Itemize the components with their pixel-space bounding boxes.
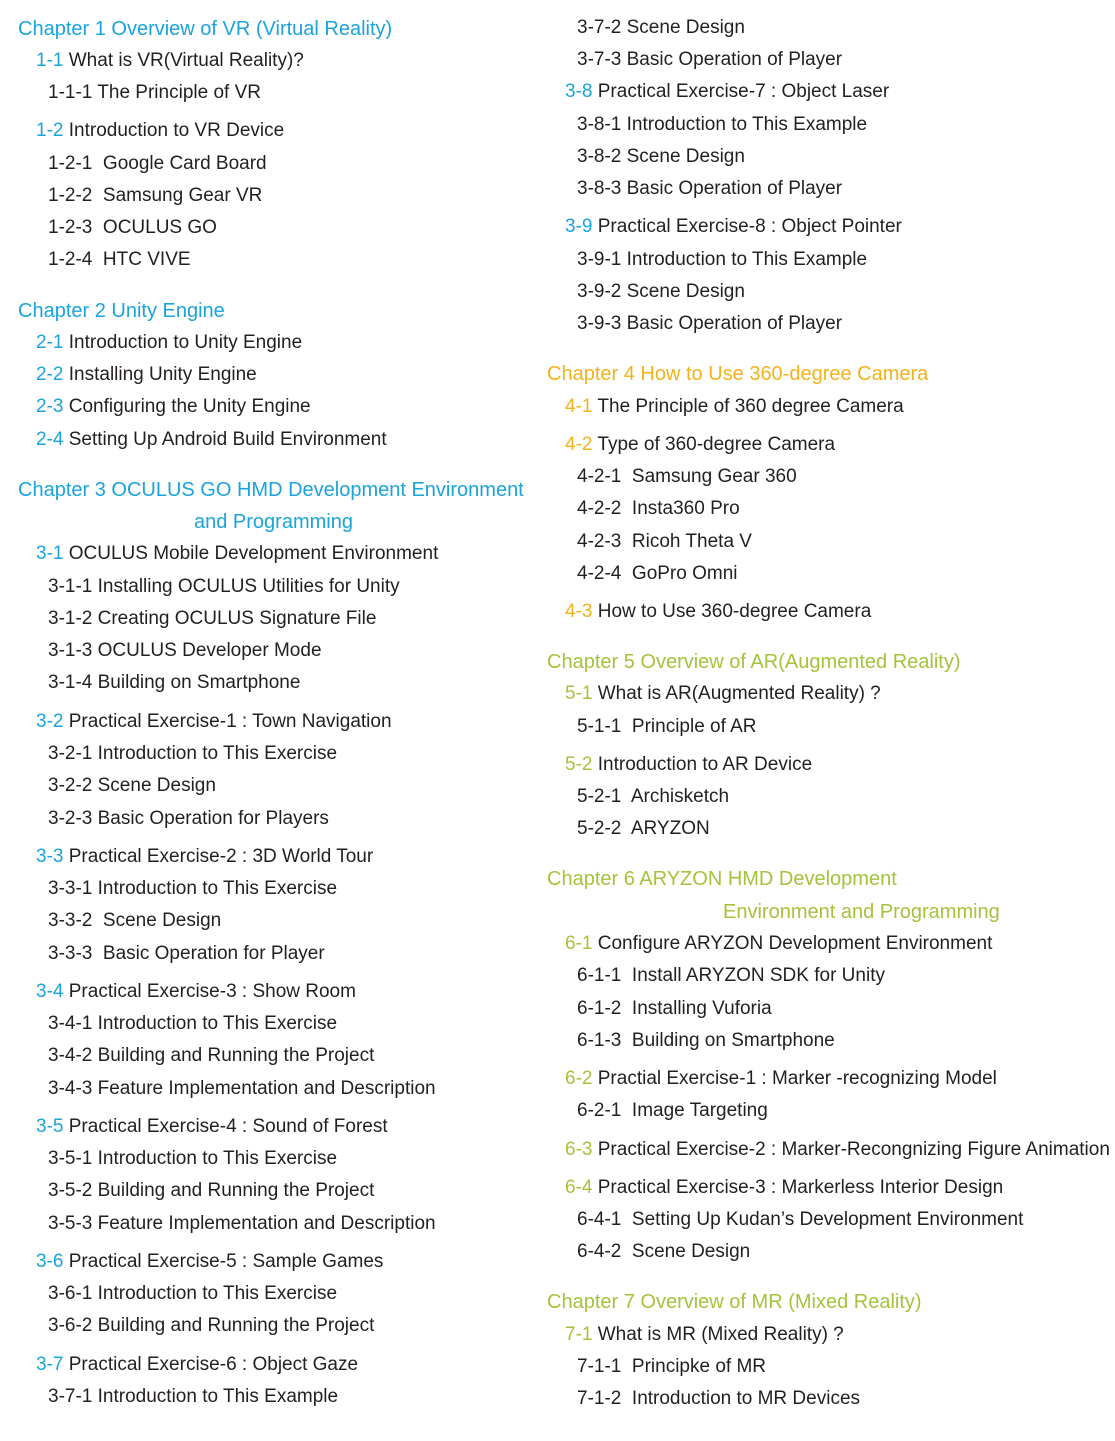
section-title: Practical Exercise-2 : 3D World Tour [63,846,374,867]
subsection-entry: 3-2-3 Basic Operation for Players [48,808,329,829]
section-number: 3-7 [36,1354,64,1375]
section-entry [565,1138,1110,1162]
section-entry [36,1353,358,1377]
subsection-entry: 7-1-2 Introduction to MR Devices [577,1388,861,1409]
section-number: 3-9 [565,216,593,237]
chapter-heading: Chapter 5 Overview of AR(Augmented Reality) [547,651,961,673]
section-title: Practical Exercise-3 : Markerless Interior Design [592,1177,1004,1198]
section-number: 2-2 [36,364,64,385]
subsection-entry: 6-4-2 Scene Design [577,1241,751,1262]
section-title: What is AR(Augmented Reality) ? [592,683,881,704]
subsection-entry: 3-8-3 Basic Operation of Player [577,178,843,199]
subsection-entry: 4-2-4 GoPro Omni [577,563,738,584]
subsection-entry: 3-4-2 Building and Running the Project [48,1045,375,1066]
section-entry [36,119,284,143]
subsection-entry: 3-7-1 Introduction to This Example [48,1386,339,1407]
section-number: 2-1 [36,332,64,353]
subsection-entry: 3-2-2 Scene Design [48,775,216,796]
section-number: 5-1 [565,683,593,704]
section-number: 1-2 [36,120,64,141]
section-number: 6-4 [565,1177,593,1198]
section-entry [36,428,387,452]
subsection-entry: 6-1-2 Installing Vuforia [577,998,772,1019]
chapter-heading: Chapter 3 OCULUS GO HMD Development Environment [18,479,524,501]
section-title: Practical Exercise-1 : Town Navigation [63,711,392,732]
section-entry [36,980,356,1004]
section-number: 4-2 [565,434,593,455]
section-entry [565,600,871,624]
section-title: What is VR(Virtual Reality)? [63,50,304,71]
subsection-entry: 3-1-4 Building on Smartphone [48,672,301,693]
section-title: Installing Unity Engine [63,364,257,385]
subsection-entry: 3-9-2 Scene Design [577,281,745,302]
section-entry [565,215,902,239]
section-title: Practical Exercise-8 : Object Pointer [592,216,902,237]
section-entry [565,1067,997,1091]
section-number: 3-3 [36,846,64,867]
subsection-entry: 1-2-4 HTC VIVE [48,249,191,270]
subsection-entry: 3-2-1 Introduction to This Exercise [48,743,338,764]
subsection-entry: 3-3-2 Scene Design [48,910,222,931]
section-entry [36,542,438,566]
section-entry [565,395,904,419]
subsection-entry: 3-4-3 Feature Implementation and Description [48,1078,436,1099]
subsection-entry: 3-3-1 Introduction to This Exercise [48,878,338,899]
section-entry [36,710,392,734]
section-number: 3-2 [36,711,64,732]
section-number: 6-1 [565,933,593,954]
chapter-heading-continued: Environment and Programming [723,901,1000,923]
subsection-entry: 3-7-3 Basic Operation of Player [577,49,843,70]
section-number: 5-2 [565,754,593,775]
section-title: Practical Exercise-2 : Marker-Recongnizing Figure Animation [592,1139,1110,1160]
subsection-entry: 6-1-1 Install ARYZON SDK for Unity [577,965,885,986]
section-entry [565,682,881,706]
subsection-entry: 3-3-3 Basic Operation for Player [48,943,325,964]
section-title: The Principle of 360 degree Camera [592,396,904,417]
section-number: 3-8 [565,81,593,102]
section-number: 2-4 [36,429,64,450]
subsection-entry: 4-2-3 Ricoh Theta V [577,531,752,552]
section-number: 2-3 [36,396,64,417]
chapter-heading-continued: and Programming [194,511,353,533]
subsection-entry: 1-1-1 The Principle of VR [48,82,261,103]
subsection-entry: 3-9-1 Introduction to This Example [577,249,868,270]
section-number: 3-4 [36,981,64,1002]
section-entry [36,845,373,869]
section-number: 4-1 [565,396,593,417]
section-entry [36,395,311,419]
section-entry [565,932,992,956]
section-title: How to Use 360-degree Camera [592,601,872,622]
chapter-heading: Chapter 4 How to Use 360-degree Camera [547,363,929,385]
subsection-entry: 3-6-2 Building and Running the Project [48,1315,375,1336]
subsection-entry: 6-4-1 Setting Up Kudan’s Development Environment [577,1209,1024,1230]
subsection-entry: 3-6-1 Introduction to This Exercise [48,1283,338,1304]
section-title: Introduction to VR Device [63,120,285,141]
section-title: Practical Exercise-7 : Object Laser [592,81,890,102]
chapter-heading: Chapter 7 Overview of MR (Mixed Reality) [547,1291,922,1313]
section-number: 3-5 [36,1116,64,1137]
section-entry [565,80,889,104]
section-title: Practical Exercise-4 : Sound of Forest [63,1116,388,1137]
section-entry [565,1176,1003,1200]
subsection-entry: 6-2-1 Image Targeting [577,1100,768,1121]
section-title: Type of 360-degree Camera [592,434,836,455]
subsection-entry: 3-8-1 Introduction to This Example [577,114,868,135]
subsection-entry: 3-1-1 Installing OCULUS Utilities for Unity [48,576,400,597]
section-number: 6-2 [565,1068,593,1089]
subsection-entry: 3-4-1 Introduction to This Exercise [48,1013,338,1034]
subsection-entry: 3-5-2 Building and Running the Project [48,1180,375,1201]
subsection-entry: 3-1-2 Creating OCULUS Signature File [48,608,377,629]
section-title: Setting Up Android Build Environment [63,429,387,450]
chapter-heading: Chapter 6 ARYZON HMD Development [547,868,897,890]
subsection-entry: 1-2-3 OCULUS GO [48,217,217,238]
section-number: 6-3 [565,1139,593,1160]
subsection-entry: 3-7-2 Scene Design [577,17,745,38]
section-entry [36,1115,388,1139]
subsection-entry: 3-1-3 OCULUS Developer Mode [48,640,322,661]
section-title: Practical Exercise-6 : Object Gaze [63,1354,359,1375]
chapter-heading: Chapter 2 Unity Engine [18,300,225,322]
subsection-entry: 3-5-1 Introduction to This Exercise [48,1148,338,1169]
section-entry [36,331,302,355]
chapter-heading: Chapter 1 Overview of VR (Virtual Reality) [18,18,393,40]
subsection-entry: 7-1-1 Principke of MR [577,1356,767,1377]
subsection-entry: 1-2-1 Google Card Board [48,153,267,174]
section-entry [565,753,812,777]
section-title: What is MR (Mixed Reality) ? [592,1324,844,1345]
section-title: Practical Exercise-3 : Show Room [63,981,356,1002]
section-number: 3-1 [36,543,64,564]
section-entry [36,1250,383,1274]
section-number: 1-1 [36,50,64,71]
subsection-entry: 6-1-3 Building on Smartphone [577,1030,835,1051]
subsection-entry: 1-2-2 Samsung Gear VR [48,185,263,206]
section-title: OCULUS Mobile Development Environment [63,543,439,564]
section-entry [36,363,257,387]
section-number: 4-3 [565,601,593,622]
section-title: Introduction to Unity Engine [63,332,303,353]
section-title: Practial Exercise-1 : Marker -recognizing Model [592,1068,997,1089]
section-number: 7-1 [565,1324,593,1345]
subsection-entry: 5-2-2 ARYZON [577,818,710,839]
section-title: Configuring the Unity Engine [63,396,311,417]
subsection-entry: 3-9-3 Basic Operation of Player [577,313,843,334]
subsection-entry: 5-1-1 Principle of AR [577,716,757,737]
subsection-entry: 5-2-1 Archisketch [577,786,730,807]
section-title: Introduction to AR Device [592,754,813,775]
subsection-entry: 3-8-2 Scene Design [577,146,745,167]
subsection-entry: 4-2-2 Insta360 Pro [577,498,740,519]
subsection-entry: 3-5-3 Feature Implementation and Description [48,1213,436,1234]
section-entry [565,1323,844,1347]
section-title: Practical Exercise-5 : Sample Games [63,1251,384,1272]
subsection-entry: 4-2-1 Samsung Gear 360 [577,466,797,487]
section-entry [36,49,304,73]
section-number: 3-6 [36,1251,64,1272]
section-title: Configure ARYZON Development Environment [592,933,993,954]
section-entry [565,433,835,457]
